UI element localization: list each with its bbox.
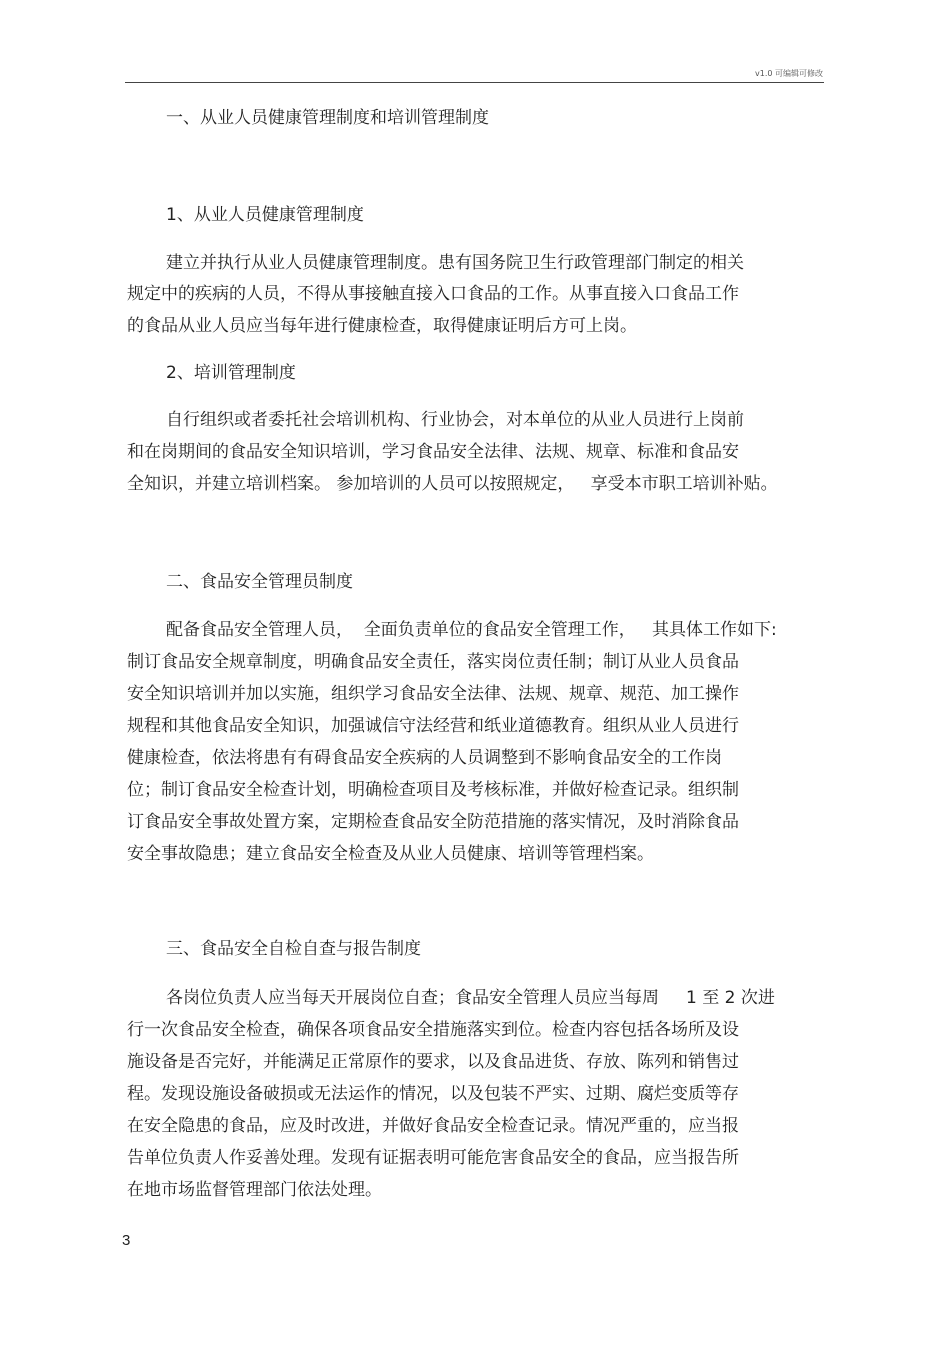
section-heading: 二、食品安全管理员制度 (166, 572, 353, 592)
paragraph-line: 配备食品安全管理人员， 全面负责单位的食品安全管理工作， 其具体工作如下: (166, 620, 777, 640)
paragraph-line: 在安全隐患的食品，应及时改进，并做好食品安全检查记录。情况严重的，应当报 (127, 1116, 739, 1136)
paragraph-line: 安全事故隐患；建立食品安全检查及从业人员健康、培训等管理档案。 (127, 844, 654, 864)
paragraph-line: 和在岗期间的食品安全知识培训，学习食品安全法律、法规、规章、标准和食品安 (127, 442, 739, 462)
header-divider (125, 82, 824, 83)
paragraph-line: 施设备是否完好，并能满足正常原作的要求，以及食品进货、存放、陈列和销售过 (127, 1052, 739, 1072)
paragraph-line: 健康检查，依法将患有有碍食品安全疾病的人员调整到不影响食品安全的工作岗 (127, 748, 722, 768)
paragraph-line: 行一次食品安全检查，确保各项食品安全措施落实到位。检查内容包括各场所及设 (127, 1020, 739, 1040)
subsection-heading: 2、培训管理制度 (166, 363, 296, 383)
paragraph-line: 自行组织或者委托社会培训机构、行业协会，对本单位的从业人员进行上岗前 (166, 410, 744, 430)
paragraph-line: 制订食品安全规章制度，明确食品安全责任，落实岗位责任制；制订从业人员食品 (127, 652, 739, 672)
paragraph-line: 全知识，并建立培训档案。 参加培训的人员可以按照规定， 享受本市职工培训补贴。 (127, 474, 778, 494)
paragraph-line: 订食品安全事故处置方案，定期检查食品安全防范措施的落实情况，及时消除食品 (127, 812, 739, 832)
paragraph-line: 在地市场监督管理部门依法处理。 (127, 1180, 382, 1200)
paragraph-line: 程。发现设施设备破损或无法运作的情况，以及包装不严实、过期、腐烂变质等存 (127, 1084, 739, 1104)
version-tag: v1.0 可编辑可修改 (755, 69, 823, 78)
paragraph-line: 规程和其他食品安全知识，加强诚信守法经营和纸业道德教育。组织从业人员进行 (127, 716, 739, 736)
subsection-heading: 1、从业人员健康管理制度 (166, 205, 364, 225)
paragraph-line: 安全知识培训并加以实施，组织学习食品安全法律、法规、规章、规范、加工操作 (127, 684, 739, 704)
section-heading: 三、食品安全自检自查与报告制度 (166, 939, 421, 959)
section-heading: 一、从业人员健康管理制度和培训管理制度 (166, 108, 489, 128)
paragraph-line: 位；制订食品安全检查计划，明确检查项目及考核标准，并做好检查记录。组织制 (127, 780, 739, 800)
paragraph-line: 规定中的疾病的人员，不得从事接触直接入口食品的工作。从事直接入口食品工作 (127, 284, 739, 304)
paragraph-line: 建立并执行从业人员健康管理制度。患有国务院卫生行政管理部门制定的相关 (166, 253, 744, 273)
paragraph-line: 告单位负责人作妥善处理。发现有证据表明可能危害食品安全的食品，应当报告所 (127, 1148, 739, 1168)
page-number: 3 (122, 1232, 131, 1249)
paragraph-line: 各岗位负责人应当每天开展岗位自查；食品安全管理人员应当每周 1 至 2 次进 (166, 988, 775, 1008)
paragraph-line: 的食品从业人员应当每年进行健康检查，取得健康证明后方可上岗。 (127, 316, 637, 336)
